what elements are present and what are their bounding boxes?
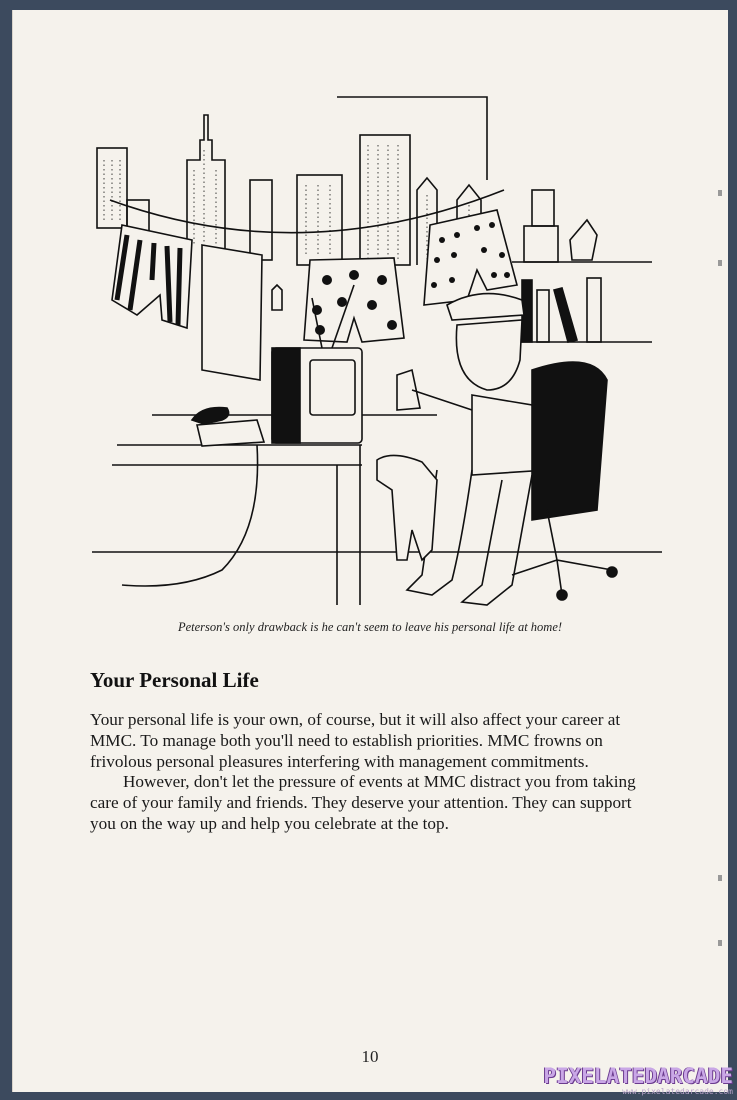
section-heading: Your Personal Life [90, 668, 259, 692]
page-number: 10 [361, 1047, 379, 1066]
watermark [543, 1065, 733, 1096]
office-chair [512, 362, 617, 600]
striped-shorts [112, 225, 192, 328]
binding-mark [718, 260, 722, 266]
dog [377, 455, 437, 560]
document-page [12, 10, 728, 1092]
telephone [122, 408, 264, 587]
paragraph-1: Your personal life is your own, of course, but it will also affect your career at MMC. To manage both you'll need to establish priorities. MMC frowns on frivolous personal pleasures interfering with management commitments. [90, 710, 621, 771]
binding-mark [718, 940, 722, 946]
cartoon-illustration [92, 90, 662, 610]
watermark-url: www.pixelatedarcade.com [622, 1087, 733, 1096]
undershirt [202, 245, 262, 380]
binding-mark [718, 875, 722, 881]
polka-dot-shorts [424, 210, 517, 305]
binding-mark [718, 190, 722, 196]
watermark-brand: PIXELATEDARCADE [543, 1064, 733, 1088]
illustration-caption: Peterson's only drawback is he can't seem to leave his personal life at home! [177, 620, 563, 634]
body-text [90, 710, 650, 835]
shelf [512, 190, 652, 342]
paragraph-2: However, don't let the pressure of events at MMC distract you from taking care of your family and friends. They deserve your attention. They can support you on the way up and help you celebrate at the top. [90, 772, 636, 833]
